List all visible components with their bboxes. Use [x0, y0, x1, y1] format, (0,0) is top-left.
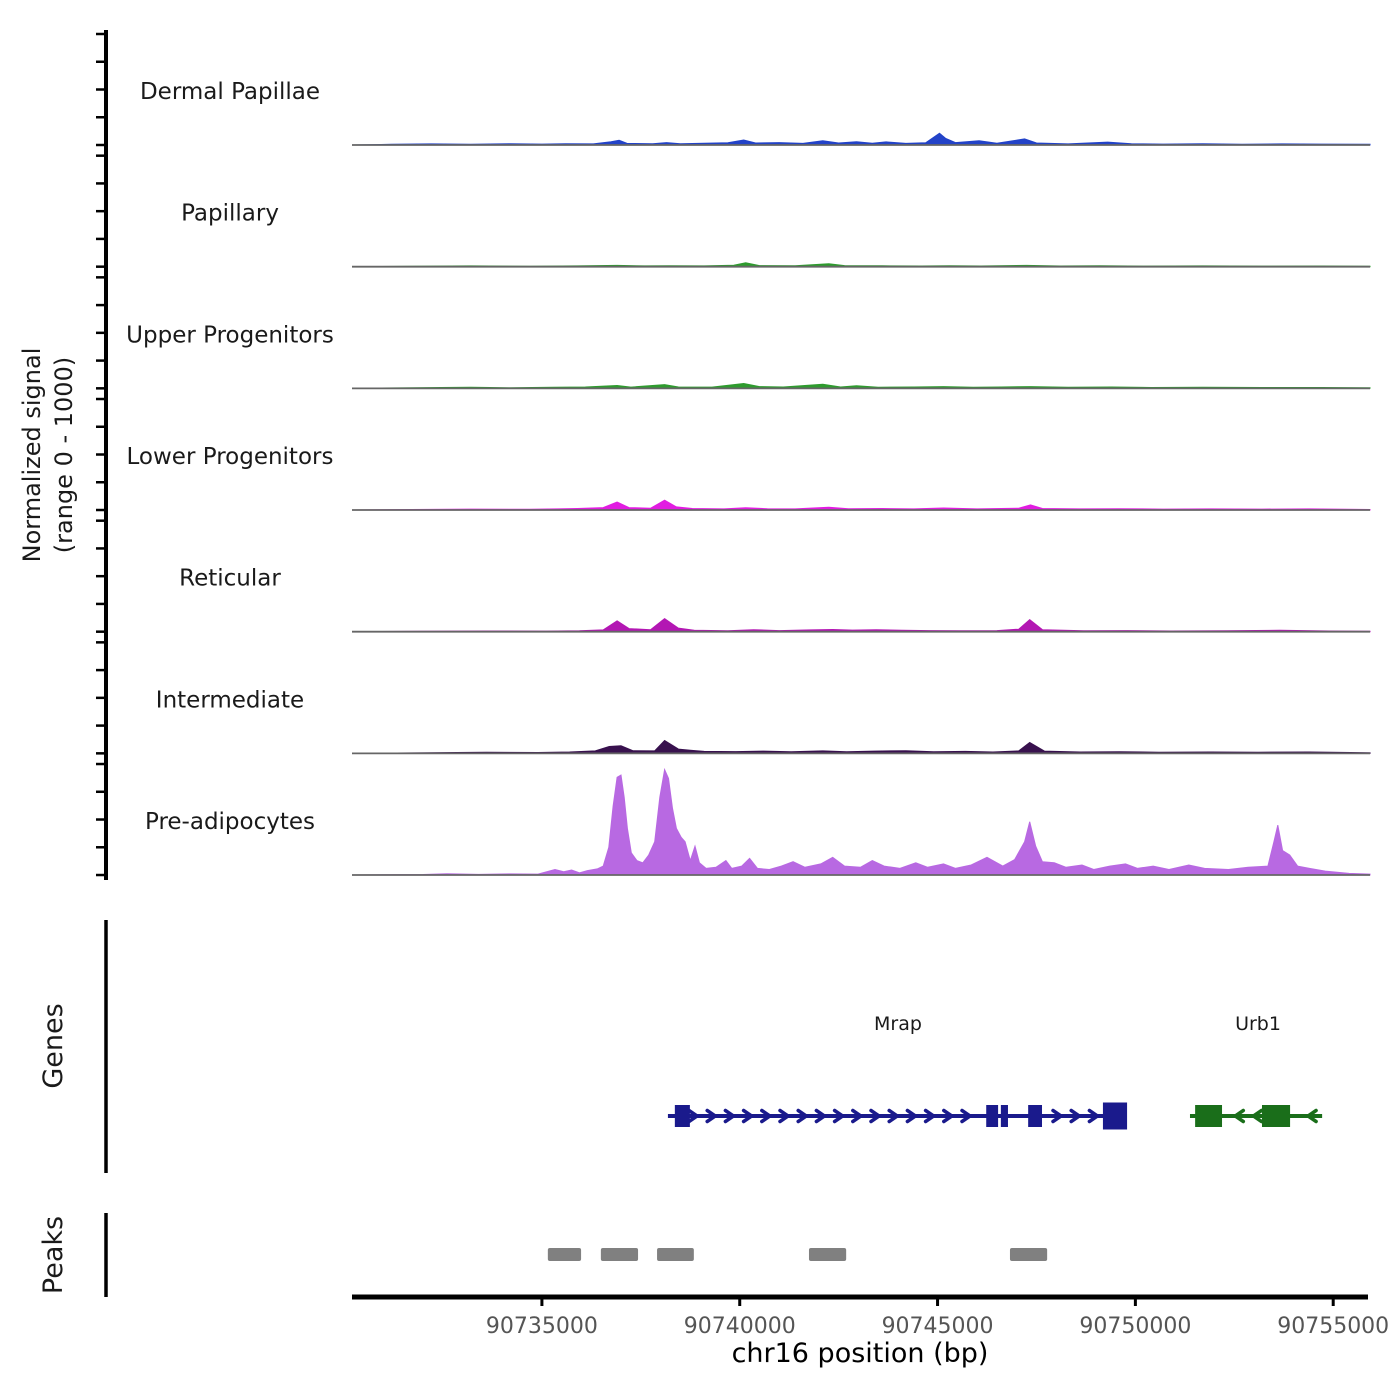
peaks-panel — [548, 1248, 1047, 1261]
y-axis-label-line1: Normalized signal — [18, 347, 46, 563]
y-axis-label-line2: (range 0 - 1000) — [50, 356, 78, 554]
track-area-pre-adipocytes — [352, 770, 1370, 875]
gene-exon-mrap — [675, 1105, 690, 1127]
gene-exon-urb1 — [1195, 1105, 1222, 1127]
track-area-lower-progenitors — [352, 500, 1370, 510]
peaks-section-label: Peaks — [38, 1215, 69, 1295]
track-label-upper-progenitors: Upper Progenitors — [126, 322, 334, 349]
x-axis — [352, 1297, 1389, 1339]
x-axis-tick-label: 90755000 — [1277, 1314, 1390, 1339]
x-axis-tick-label: 90740000 — [683, 1314, 796, 1339]
peak-region — [809, 1248, 846, 1261]
gene-name-mrap: Mrap — [874, 1013, 922, 1035]
peak-region — [1010, 1248, 1047, 1261]
track-label-dermal-papillae: Dermal Papillae — [139, 79, 321, 105]
x-axis-tick-label: 90745000 — [881, 1314, 994, 1339]
track-label-intermediate: Intermediate — [155, 687, 305, 714]
gene-exon-mrap — [986, 1105, 998, 1127]
signal-y-axis — [96, 30, 106, 880]
track-area-dermal-papillae — [352, 133, 1370, 145]
signal-tracks-panel — [352, 133, 1370, 875]
gene-exon-urb1 — [1262, 1105, 1290, 1127]
track-label-papillary: Papillary — [181, 200, 279, 227]
gene-exon-mrap — [1001, 1105, 1008, 1127]
track-area-intermediate — [352, 741, 1370, 754]
track-label-reticular: Reticular — [179, 565, 281, 592]
peak-region — [548, 1248, 581, 1261]
x-axis-tick-label: 90735000 — [485, 1314, 598, 1339]
track-area-reticular — [352, 619, 1370, 632]
gene-exon-mrap — [1028, 1105, 1042, 1127]
genes-panel — [668, 1013, 1322, 1130]
track-label-pre-adipocytes: Pre-adipocytes — [144, 809, 316, 836]
genes-section-label: Genes — [38, 1003, 69, 1089]
gene-exon-mrap — [1103, 1103, 1127, 1130]
peak-region — [657, 1248, 694, 1261]
peak-region — [601, 1248, 638, 1261]
track-label-lower-progenitors: Lower Progenitors — [126, 444, 334, 471]
x-axis-title: chr16 position (bp) — [731, 1338, 989, 1369]
x-axis-tick-label: 90750000 — [1079, 1314, 1192, 1339]
gene-name-urb1: Urb1 — [1235, 1013, 1281, 1035]
track-labels — [126, 79, 334, 835]
